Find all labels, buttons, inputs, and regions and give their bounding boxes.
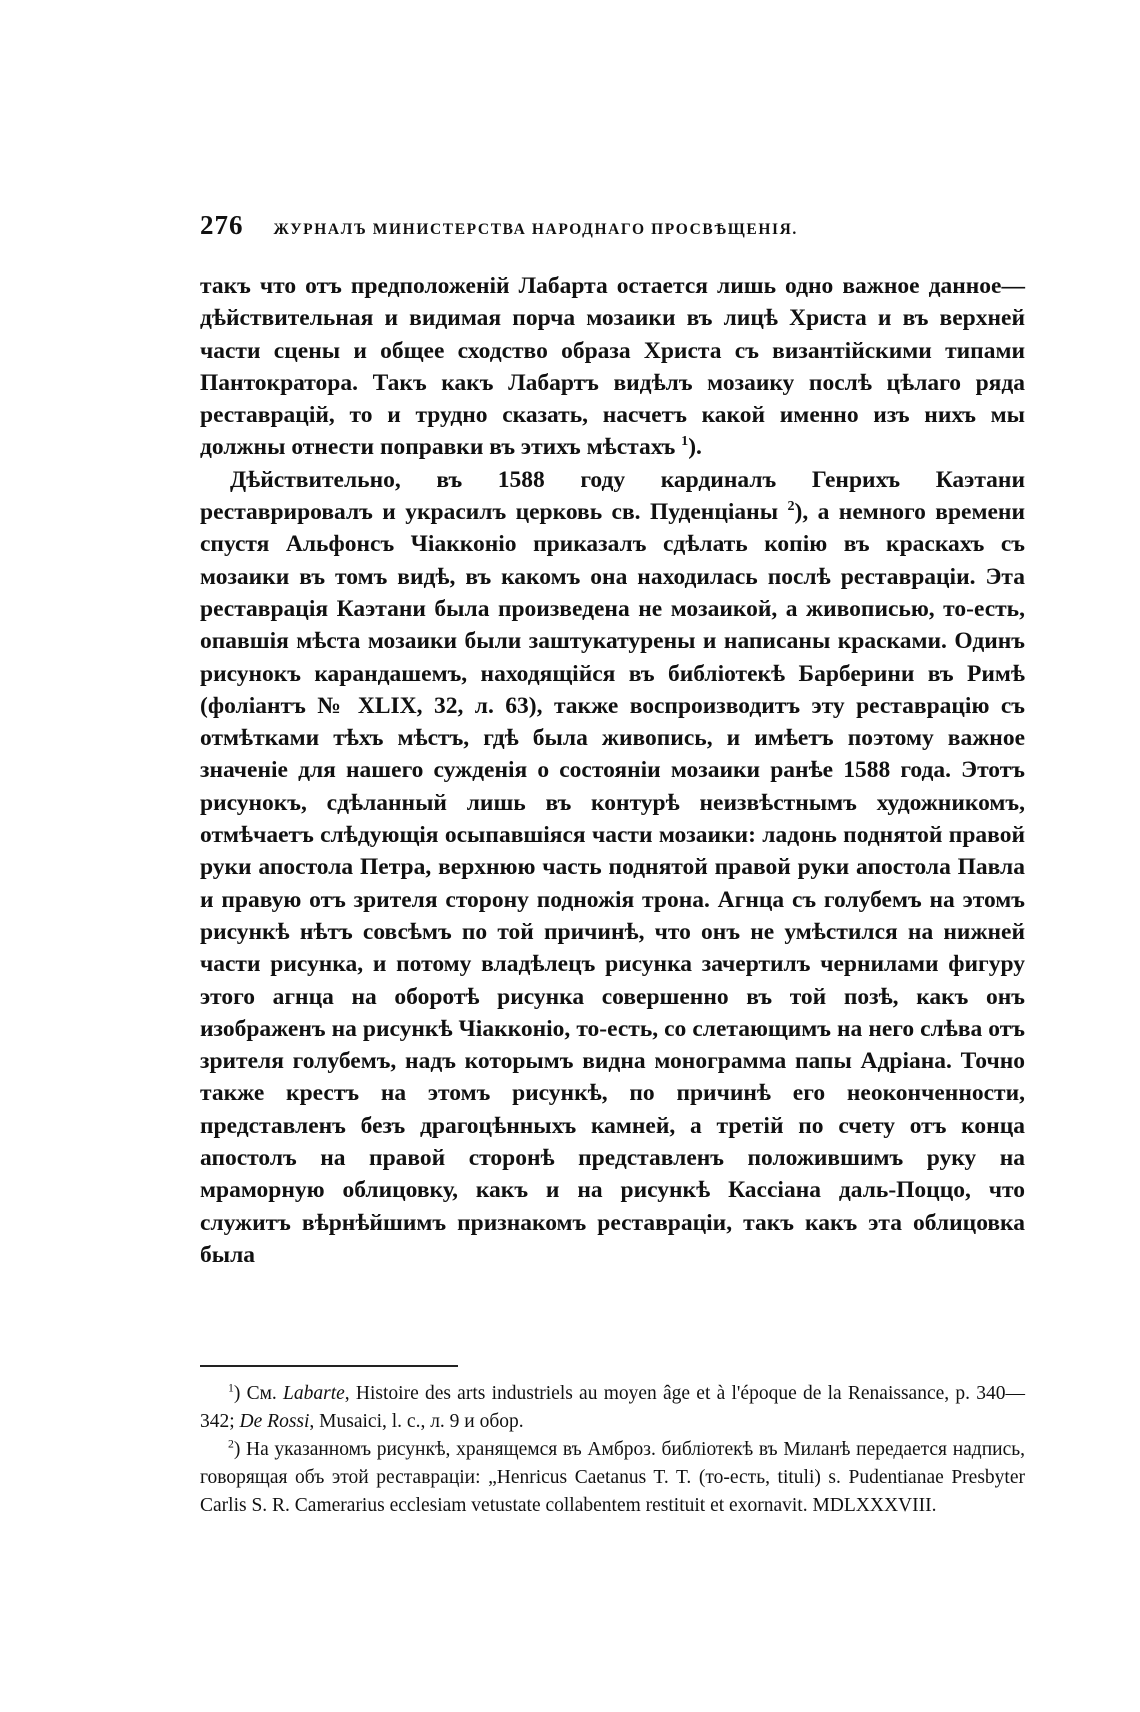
paragraph-1-end: ). [688, 434, 702, 461]
paragraph-2-text-start: Дѣйствительно, въ 1588 году кардиналъ Генрихъ Каэтани реставрировалъ и украсилъ церковь св. Пуденціаны [200, 466, 1025, 526]
footnote-1-mark: 1 [228, 1381, 234, 1395]
footnote-ref-2: 2 [787, 498, 795, 515]
paragraph-2 [200, 464, 1025, 1271]
footnote-2-text: ) На указанномъ рисункѣ, хранящемся въ Амброз. библіотекѣ въ Миланѣ передается надпись, говорящая объ этой реставраціи: „Henricus Caetanus T. T. (то-есть, tituli) s. Pudentianae Presbyter Carlis S. R. Camerarius ecclesiam vetustate collabentem restituit et exornavit. MDLXXXVIII. [200, 1439, 1025, 1516]
footnote-separator [200, 1365, 458, 1367]
paragraph-1-text: такъ что отъ предположеній Лабарта остается лишь одно важное данное—дѣйствительная и видимая порча мозаики въ лицѣ Христа и въ верхней части сцены и общее сходство образа Христа съ византійскими типами Пантократора. Такъ какъ Лабартъ видѣлъ мозаику послѣ цѣлаго ряда реставрацій, то и трудно сказать, насчетъ какой именно изъ нихъ мы должны отнести поправки въ этихъ мѣстахъ [200, 273, 1025, 461]
page-number: 276 [200, 210, 244, 240]
footnotes [200, 1380, 1025, 1520]
footnote-2-mark: 2 [228, 1437, 234, 1451]
footnote-1-author-labarte: Labarte [283, 1383, 345, 1404]
footnote-1-text-b: , Histoire des arts industriels au moyen âge et à l'époque de la Renaissance, p. 340—342; [200, 1383, 1025, 1432]
footnote-2 [200, 1436, 1025, 1520]
paragraph-1 [200, 270, 1025, 464]
main-text [200, 270, 1025, 1271]
footnote-ref-1: 1 [681, 433, 689, 450]
footnote-1-text-c: , Musaici, l. c., л. 9 и обор. [309, 1411, 524, 1432]
footnote-1-text-a: ) См. [233, 1383, 284, 1404]
page-header [200, 210, 1020, 250]
paragraph-2-text-rest: ), а немного времени спустя Альфонсъ Чіакконіо приказалъ сдѣлать копію въ краскахъ съ мозаики въ томъ видѣ, въ какомъ она находилась послѣ реставраціи. Эта реставрація Каэтани была произведена не мозаикой, а живописью, то-есть, опавшія мѣста мозаики были заштукатурены и написаны красками. Одинъ рисунокъ карандашемъ, находящійся въ библіотекѣ Барберини въ Римѣ (фоліантъ № XLIX, 32, л. 63), также воспроизводитъ эту реставрацію съ отмѣтками тѣхъ мѣстъ, гдѣ была живопись, и имѣетъ поэтому важное значеніе для нашего сужденія о состояніи мозаики ранѣе 1588 года. Этотъ рисунокъ, сдѣланный лишь въ контурѣ неизвѣстнымъ художникомъ, отмѣчаетъ слѣдующія осыпавшіяся части мозаики: ладонь поднятой правой руки апостола Петра, верхнюю часть поднятой правой руки апостола Павла и правую отъ зрителя сторону подножія трона. Агнца съ голубемъ на этомъ рисункѣ нѣтъ совсѣмъ по той причинѣ, что онъ не умѣстился на нижней части рисунка, и потому владѣлецъ рисунка зачертилъ чернилами фигуру этого агнца на оборотѣ рисунка совершенно въ той позѣ, какъ онъ изображенъ на рисункѣ Чіакконіо, то-есть, со слетающимъ на него слѣва отъ зрителя голубемъ, надъ которымъ видна монограмма папы Адріана. Точно также крестъ на этомъ рисункѣ, по причинѣ его неоконченности, представленъ безъ драгоцѣнныхъ камней, а третій по счету отъ конца апостолъ на правой сторонѣ представленъ положившимъ руку на мраморную облицовку, какъ и на рисункѣ Кассіана даль-Поццо, что служитъ вѣрнѣйшимъ признакомъ реставраціи, такъ какъ эта облицовка была [200, 499, 1025, 1268]
footnote-1 [200, 1380, 1025, 1436]
footnote-1-author-derossi: De Rossi [239, 1411, 310, 1432]
running-title: ЖУРНАЛЪ МИНИСТЕРСТВА НАРОДНАГО ПРОСВѢЩЕНІЯ. [273, 221, 798, 238]
